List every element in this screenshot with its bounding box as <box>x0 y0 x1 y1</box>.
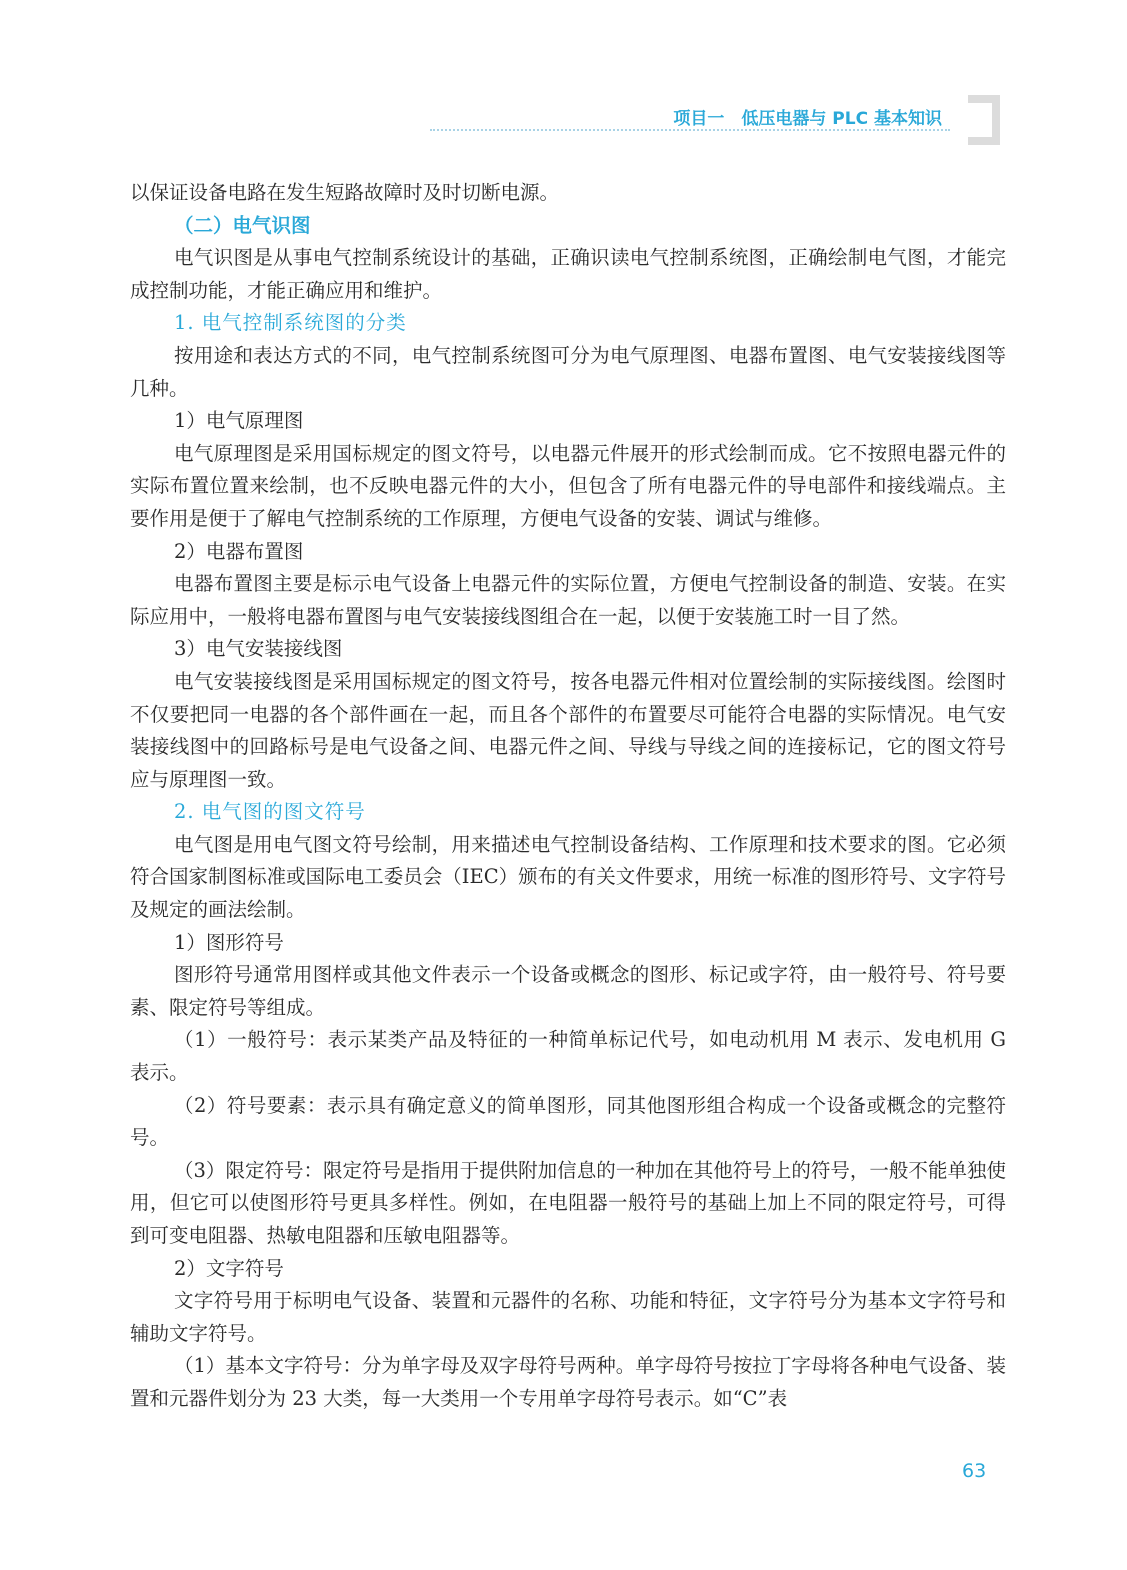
item-heading-schematic: 1）电气原理图 <box>174 409 304 433</box>
item-heading-wiring: 3）电气安装接线图 <box>174 637 343 661</box>
section-heading-electrical-drawing: （二）电气识图 <box>174 213 311 237</box>
paragraph: （3）限定符号：限定符号是指用于提供附加信息的一种加在其他符号上的符号，一般不能单独使用，但它可以使图形符号更具多样性。例如，在电阻器一般符号的基础上加上不同的限定符号，可得到可变电阻器、热敏电阻器和压敏电阻器等。 <box>130 1158 1006 1247</box>
header-dotted-rule <box>430 129 950 131</box>
running-header-title: 项目一 低压电器与 PLC 基本知识 <box>673 109 942 129</box>
paragraph: 以保证设备电路在发生短路故障时及时切断电源。 <box>130 181 560 204</box>
paragraph: 按用途和表达方式的不同，电气控制系统图可分为电气原理图、电器布置图、电气安装接线图等几种。 <box>130 343 1006 400</box>
running-header <box>430 104 950 132</box>
corner-bracket-gap <box>960 111 984 129</box>
paragraph: 电器布置图主要是标示电气设备上电器元件的实际位置，方便电气控制设备的制造、安装。在实际应用中，一般将电器布置图与电气安装接线图组合在一起，以便于安装施工时一目了然。 <box>130 572 1006 628</box>
paragraph: 电气图是用电气图文符号绘制，用来描述电气控制设备结构、工作原理和技术要求的图。它必须符合国家制图标准或国际电工委员会（IEC）颁布的有关文件要求，用统一标准的图形符号、文字符号及规定的画法绘制。 <box>130 832 1006 922</box>
paragraph: 电气原理图是采用国标规定的图文符号，以电器元件展开的形式绘制而成。它不按照电器元件的实际布置位置来绘制，也不反映电器元件的大小，但包含了所有电器元件的导电部件和接线端点。主要作用是便于了解电气控制系统的工作原理，方便电气设备的安装、调试与维修。 <box>130 441 1006 530</box>
paragraph: 文字符号用于标明电气设备、装置和元器件的名称、功能和特征，文字符号分为基本文字符号和辅助文字符号。 <box>130 1289 1006 1345</box>
paragraph: （2）符号要素：表示具有确定意义的简单图形，同其他图形组合构成一个设备或概念的完整符号。 <box>130 1093 1006 1150</box>
item-heading-graphic-symbols: 1）图形符号 <box>174 930 284 954</box>
page-number: 63 <box>962 1460 987 1482</box>
subsection-heading-symbols: 2. 电气图的图文符号 <box>174 800 366 824</box>
item-heading-text-symbols: 2）文字符号 <box>174 1256 284 1280</box>
paragraph: （1）基本文字符号：分为单字母及双字母符号两种。单字母符号按拉丁字母将各种电气设备、装置和元器件划分为 23 大类，每一大类用一个专用单字母符号表示。如“C”表 <box>130 1354 1006 1410</box>
paragraph: 电气识图是从事电气控制系统设计的基础，正确识读电气控制系统图，正确绘制电气图，才能完成控制功能，才能正确应用和维护。 <box>130 246 1006 302</box>
paragraph: 电气安装接线图是采用国标规定的图文符号，按各电器元件相对位置绘制的实际接线图。绘图时不仅要把同一电器的各个部件画在一起，而且各个部件的布置要尽可能符合电器的实际情况。电气安装接线图中的回路标号是电气设备之间、电器元件之间、导线与导线之间的连接标记，它的图文符号应与原理图一致。 <box>130 669 1006 791</box>
page-body <box>130 177 1006 1416</box>
paragraph: （1）一般符号：表示某类产品及特征的一种简单标记代号，如电动机用 M 表示、发电机用 G 表示。 <box>130 1028 1006 1085</box>
item-heading-layout: 2）电器布置图 <box>174 539 304 563</box>
subsection-heading-classification: 1. 电气控制系统图的分类 <box>174 311 407 335</box>
paragraph: 图形符号通常用图样或其他文件表示一个设备或概念的图形、标记或字符，由一般符号、符号要素、限定符号等组成。 <box>130 963 1006 1019</box>
